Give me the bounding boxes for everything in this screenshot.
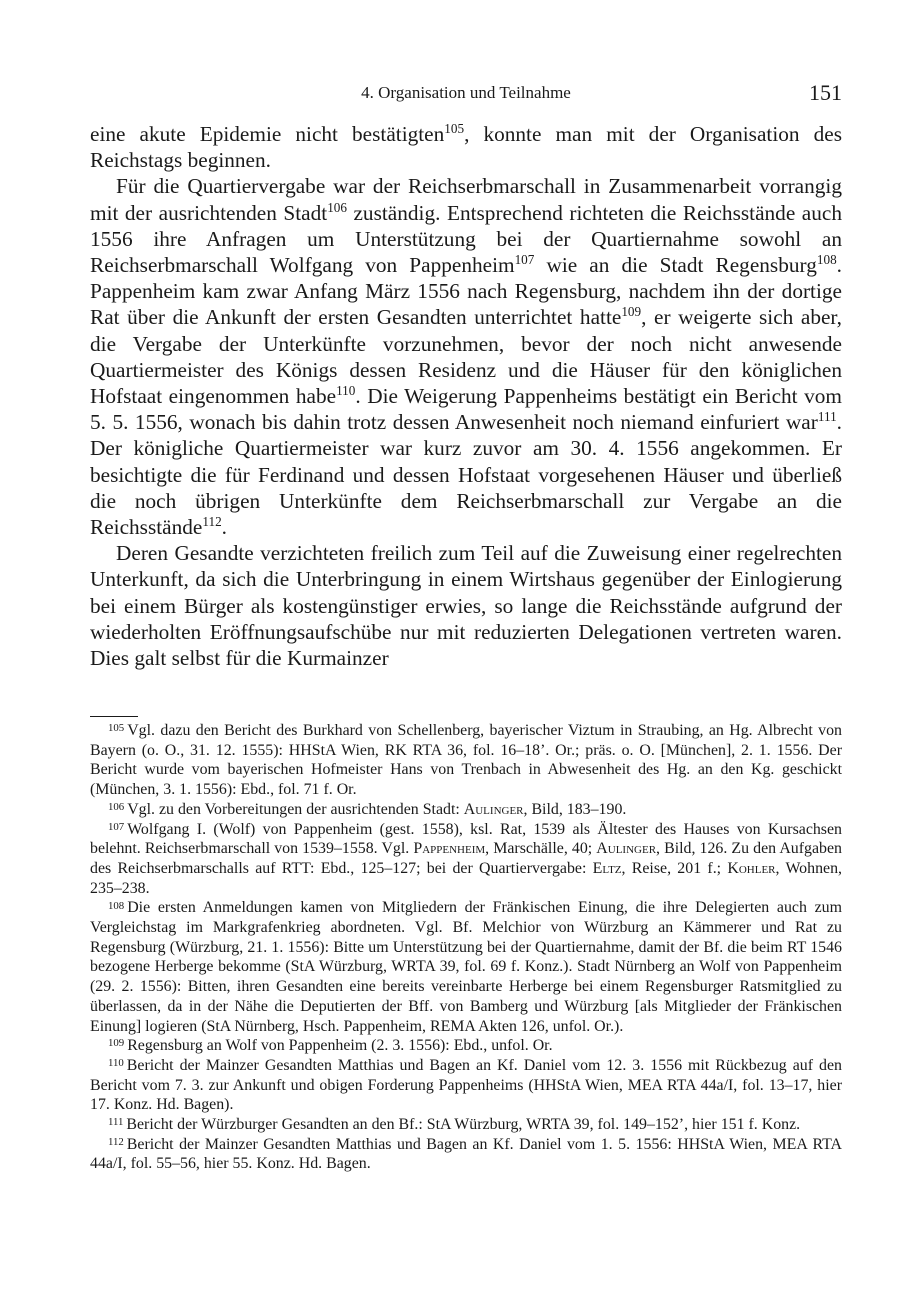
footnote-number: 109 xyxy=(108,1037,125,1050)
running-title: 4. Organisation und Teilnahme xyxy=(361,83,571,102)
footnote-divider xyxy=(90,716,138,717)
author-name: Aulinger xyxy=(596,840,657,858)
page-number: 151 xyxy=(809,80,842,105)
footnote-number: 110 xyxy=(108,1057,124,1070)
footnote-108: $^{108}$ Die ersten Anmeldungen kamen von Mitgliedern der Fränkischen Einung, die ihre Delegierten auch zum Vergleichstag im Markgrafenkrieg abordneten. Vgl. Bf. Melchior von Würzburg an Kämmerer und Rat zu Regensburg (Würzburg, 21. 1. 1556): Bitte um Unterstützung bei der Quartiernahme, damit der Bf. die beim RT 1546 bezogene Herberge bekomme (StA Würzburg, WRTA 39, fol. 69 f. Konz.). Stadt Nürnberg an Wolf von Pappenheim (29. 2. 1556): Bitten, ihren Gesandten eine bereits vereinbarte Herberge bei einem Regensburger Ratsmitglied zu überlassen, da in der Nähe die Deputierten der Bff. von Bamberg und Würzburg [als Mitglieder der Fränkischen Einung] logieren (StA Nürnberg, Hsch. Pappenheim, REMA Akten 126, unfol. Or.). xyxy=(90,899,842,1035)
paragraph-1: eine akute Epidemie nicht bestätigten$^{105}$, konnte man mit der Organisation des Reichstags beginnen. xyxy=(90,120,842,173)
author-name: Aulinger xyxy=(463,800,524,818)
author-name: Pappenheim xyxy=(413,840,486,858)
footnote-ref[interactable]: 105 xyxy=(444,120,465,136)
footnote-ref[interactable]: 106 xyxy=(327,199,347,215)
footnote-number: 111 xyxy=(108,1116,124,1129)
footnote-109: $^{109}$ Regensburg an Wolf von Pappenheim (2. 3. 1556): Ebd., unfol. Or. xyxy=(108,1037,553,1055)
footnote-107: $^{107}$ Wolfgang I. (Wolf) von Pappenheim (gest. 1558), ksl. Rat, 1539 als Ältester des Hauses von Kursachsen belehnt. Reichserbmarschall von 1539–1558. Vgl. Pappenheim, Marschälle, 40; Aulinger, Bild, 126. Zu den Aufgaben des Reichserbmarschalls auf RTT: Ebd., 125–127; bei der Quartiervergabe: Eltz, Reise, 201 f.; Kohler, Wohnen, 235–238. xyxy=(90,820,842,897)
footnote-110: $^{110}$ Bericht der Mainzer Gesandten Matthias und Bagen an Kf. Daniel vom 12. 3. 1556 mit Rückbezug auf den Bericht vom 7. 3. zur Ankunft und obigen Forderung Pappenheims (HHStA Wien, MEA RTA 44a/I, fol. 13–17, hier 17. Konz. Hd. Bagen). xyxy=(90,1056,842,1114)
footnote-106: $^{106}$ Vgl. zu den Vorbereitungen der ausrichtenden Stadt: Aulinger, Bild, 183–190. xyxy=(108,800,627,818)
paragraph-2: Für die Quartiervergabe war der Reichserbmarschall in Zusammenarbeit vorrangig mit der ausrichtenden Stadt$^{106}$ zuständig. Entsprechend richteten die Reichsstände auch 1556 ihre Anfragen um Unterstützung bei der Quartiernahme sowohl an Reichserbmarschall Wolfgang von Pappenheim$^{107}$ wie an die Stadt Regensburg$^{108}$. Pappenheim kam zwar Anfang März 1556 nach Regensburg, nachdem ihn der dortige Rat über die Ankunft der ersten Gesandten unterrichtet hatte$^{109}$, er weigerte sich aber, die Vergabe der Unterkünfte vorzunehmen, bevor der noch nicht anwesende Quartiermeister des Königs dessen Residenz und die Häuser für den königlichen Hofstaat eingenommen habe$^{110}$. Die Weigerung Pappenheims bestätigt ein Bericht vom 5. 5. 1556, wonach bis dahin trotz dessen Anwesenheit noch niemand einfuriert war$^{111}$. Der königliche Quartiermeister war kurz zuvor am 30. 4. 1556 angekommen. Er besichtigte die für Ferdinand und dessen Hofstaat vorgesehenen Häuser und überließ die noch übrigen Unterkünfte dem Reichserbmarschall zur Vergabe an die Reichsstände$^{112}$. xyxy=(90,174,842,540)
footnote-number: 105 xyxy=(108,722,125,735)
footnote-number: 106 xyxy=(108,801,125,814)
footnote-ref[interactable]: 111 xyxy=(817,409,837,425)
footnote-number: 107 xyxy=(108,820,125,833)
footnote-ref[interactable]: 109 xyxy=(621,304,642,320)
footnote-ref[interactable]: 112 xyxy=(202,513,222,529)
footnotes xyxy=(90,721,842,1174)
footnote-111: $^{111}$ Bericht der Würzburger Gesandten an den Bf.: StA Würzburg, WRTA 39, fol. 149–152’, hier 151 f. Konz. xyxy=(108,1116,801,1134)
footnote-ref[interactable]: 107 xyxy=(514,251,535,267)
author-name: Kohler xyxy=(727,859,776,877)
footnote-ref[interactable]: 110 xyxy=(336,382,356,398)
footnote-number: 112 xyxy=(108,1135,124,1148)
footnote-105: $^{105}$ Vgl. dazu den Bericht des Burkhard von Schellenberg, bayerischer Viztum in Straubing, an Hg. Albrecht von Bayern (o. O., 31. 12. 1555): HHStA Wien, RK RTA 36, fol. 16–18’. Or.; präs. o. O. [München], 2. 1. 1556. Der Bericht wurde vom bayerischen Hofmeister Hans von Trenbach in Abwesenheit des Hg. an den Kg. geschickt (München, 3. 1. 1556): Ebd., fol. 71 f. Or. xyxy=(90,722,842,799)
footnote-number: 108 xyxy=(108,899,125,912)
author-name: Eltz xyxy=(592,859,622,877)
footnote-112: $^{112}$ Bericht der Mainzer Gesandten Matthias und Bagen an Kf. Daniel vom 1. 5. 1556: HHStA Wien, MEA RTA 44a/I, fol. 55–56, hier 55. Konz. Hd. Bagen. xyxy=(90,1135,842,1173)
main-text xyxy=(90,121,842,671)
running-header xyxy=(90,80,842,106)
footnote-ref[interactable]: 108 xyxy=(816,251,837,267)
paragraph-3: Deren Gesandte verzichteten freilich zum Teil auf die Zuweisung einer regelrechten Unterkunft, da sich die Unterbringung in einem Wirtshaus gegenüber der Einlogierung bei einem Bürger als kostengünstiger erwies, so lange die Reichsstände aufgrund der wiederholten Eröffnungsaufschübe nur mit reduzierten Delegationen vertreten waren. Dies galt selbst für die Kurmainzer xyxy=(90,541,842,671)
